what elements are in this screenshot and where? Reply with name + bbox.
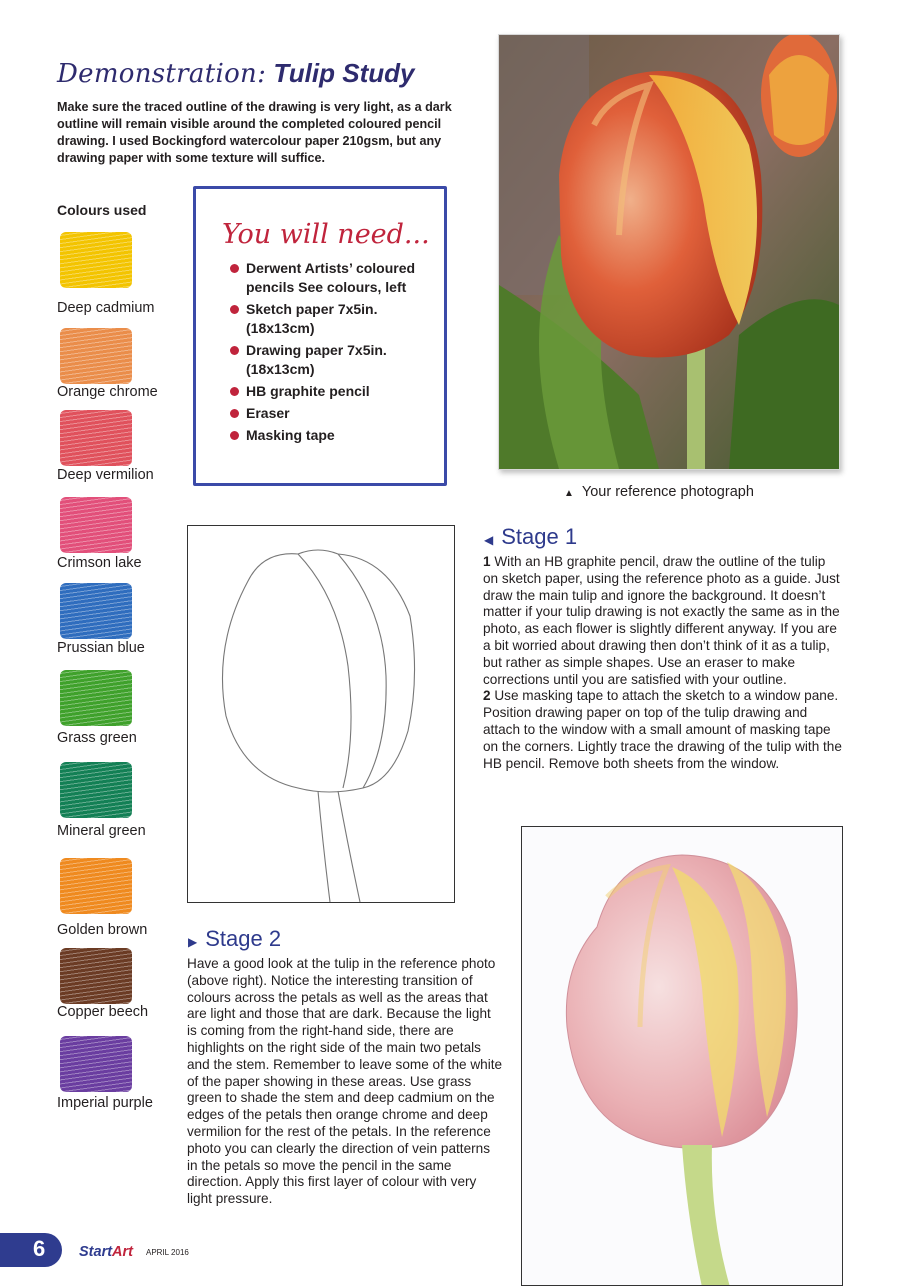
stage-2-title: Stage 2: [205, 926, 282, 951]
you-will-need-box: [193, 186, 447, 486]
colour-label: Deep vermilion: [57, 467, 154, 483]
issue-date: APRIL 2016: [146, 1248, 189, 1257]
coloured-drawing: [521, 826, 843, 1286]
stage-2-text: Have a good look at the tulip in the reference photo (above right). Notice the interesting transition of colours across the petals as well as the areas that are light and those that are dark. Because the light is coming from the right-hand side, there are highlights on the right side of the main two petals and the stem. Remember to leave some of the white of the paper showing in these areas. Use grass green to shade the stem and deep cadmium on the edges of the petals then orange chrome and deep vermilion for the rest of the petals. In the reference photo you can clearly the direction of vein patterns in the petals so move the pencil in the same direction. Apply this first layer of colour with very light pressure.: [187, 956, 503, 1207]
swatch-copper-beech: [60, 948, 132, 1004]
reference-photo: [498, 34, 840, 470]
title-bold: Tulip Study: [273, 58, 415, 88]
step-text: With an HB graphite pencil, draw the outline of the tulip on sketch paper, using the reference photo as a guide. Just draw the main tulip and ignore the background. It doesn’t matter if your tulip drawing is not exactly the same as in the photo, as each flower is slightly different anyway. If you are a bit worried about drawing then don’t think of it as a tulip, but rather as simple shapes. Use an eraser to make corrections until you are satisfied with your outline.: [483, 554, 840, 687]
brand-start: Start: [79, 1244, 113, 1260]
stage-1-heading: [484, 524, 577, 550]
step-text: Use masking tape to attach the sketch to a window pane. Position drawing paper on top of the tulip drawing and attach to the window with a small amount of masking tape on the corners. Lightly trace the drawing of the tulip with the HB pencil. Remove both sheets from the window.: [483, 688, 842, 771]
tulip-photo-image: [499, 35, 839, 469]
colour-label: Copper beech: [57, 1004, 149, 1020]
stage-1-title: Stage 1: [501, 524, 578, 549]
intro-paragraph: Make sure the traced outline of the drawing is very light, as a dark outline will remain visible around the completed coloured pencil drawing. I used Bockingford watercolour paper 210gsm, but any drawing paper with some texture will suffice.: [57, 100, 452, 165]
colour-label: Orange chrome: [57, 384, 158, 400]
materials-list: [230, 259, 440, 448]
page-title: [57, 58, 414, 89]
you-will-need-title: You will need...: [222, 219, 430, 250]
caption-text: Your reference photograph: [581, 484, 754, 500]
list-item: Derwent Artists’ coloured pencils See colours, left: [230, 259, 440, 297]
stage-1-text: [483, 554, 843, 772]
brand-art: Art: [112, 1244, 133, 1260]
swatch-deep-vermilion: [60, 410, 132, 466]
triangle-up-icon: ▲: [564, 488, 574, 499]
list-item: Drawing paper 7x5in. (18x13cm): [230, 341, 440, 379]
list-item: Sketch paper 7x5in. (18x13cm): [230, 300, 440, 338]
swatch-mineral-green: [60, 762, 132, 818]
colour-label: Mineral green: [57, 823, 146, 839]
swatch-imperial-purple: [60, 1036, 132, 1092]
stage-2-heading: [188, 926, 281, 952]
list-item: Eraser: [230, 404, 440, 423]
swatch-golden-brown: [60, 858, 132, 914]
step-number: 1: [483, 554, 491, 569]
list-item: Masking tape: [230, 426, 440, 445]
triangle-right-icon: ▶: [188, 935, 198, 949]
outline-drawing: [187, 525, 455, 903]
tulip-coloured-image: [522, 827, 842, 1286]
colour-label: Crimson lake: [57, 555, 142, 571]
colour-label: Grass green: [57, 730, 137, 746]
colour-label: Golden brown: [57, 922, 148, 938]
colour-label: Imperial purple: [57, 1095, 153, 1111]
swatch-grass-green: [60, 670, 132, 726]
colours-heading: Colours used: [57, 202, 147, 218]
colour-label: Prussian blue: [57, 640, 145, 656]
page-number: 6: [33, 1236, 46, 1261]
photo-caption: [564, 484, 754, 500]
list-item: HB graphite pencil: [230, 382, 440, 401]
swatch-deep-cadmium: [60, 232, 132, 288]
magazine-brand: [79, 1244, 133, 1260]
page-number-tab: [0, 1233, 62, 1267]
step-number: 2: [483, 688, 491, 704]
colour-label: Deep cadmium: [57, 300, 155, 316]
swatch-prussian-blue: [60, 583, 132, 639]
title-script: Demonstration:: [57, 59, 267, 89]
swatch-crimson-lake: [60, 497, 132, 553]
triangle-left-icon: ◀: [484, 533, 494, 547]
swatch-orange-chrome: [60, 328, 132, 384]
tulip-outline-image: [188, 526, 454, 902]
